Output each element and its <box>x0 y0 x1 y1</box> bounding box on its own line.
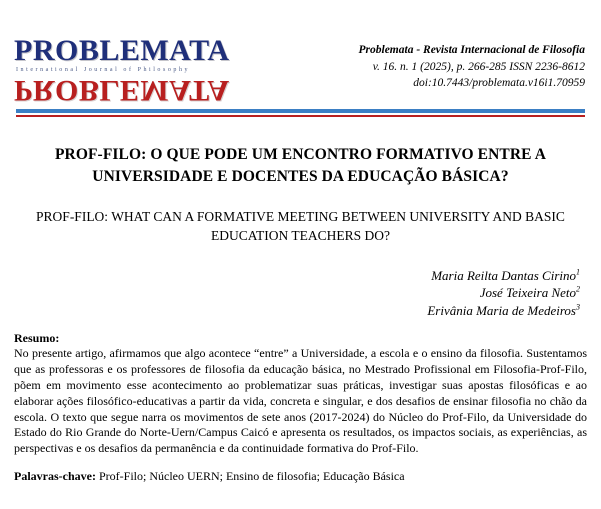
article-title-portuguese: PROF-FILO: O QUE PODE UM ENCONTRO FORMATIVO ENTRE A UNIVERSIDADE E DOCENTES DA EDUCAÇÃO BÁSICA? <box>54 145 547 185</box>
journal-masthead <box>14 0 587 105</box>
author-affiliation-marker[interactable]: 2 <box>576 285 580 295</box>
journal-citation-block <box>229 36 587 92</box>
keywords-section <box>14 469 587 485</box>
journal-doi[interactable]: doi:10.7443/problemata.v16i1.70959 <box>413 77 585 90</box>
author-name: Erivânia Maria de Medeiros <box>427 303 576 319</box>
journal-issue-pages-issn: v. 16. n. 1 (2025), p. 266-285 ISSN 2236-8612 <box>372 60 585 73</box>
author-list <box>14 267 587 320</box>
author-entry <box>14 302 580 320</box>
masthead-divider <box>14 109 587 117</box>
journal-logo-wordmark-mirrored: PROBLEMATA <box>14 74 230 107</box>
author-affiliation-marker[interactable]: 1 <box>576 267 580 277</box>
abstract-text: No presente artigo, afirmamos que algo acontece “entre” a Universidade, a escola e o ensino da filosofia. Sustentamos que as professoras e os professores de filosofia da educação básica, no Mestrado Profissional em Filosofia-Prof-Filo, põem em movimento esse acontecimento ao problematizar suas práticas, investigar suas apostas filosóficas e ao elaborar ações filosófico-educativas a partir da vida, concreta e singular, e dos desafios de ensinar filosofia no chão da escola. O texto que segue narra os movimentos de sete anos (2017-2024) do Núcleo do Prof-Filo, da Universidade do Estado do Rio Grande do Norte-Uern/Campus Caicó e apresenta os resultados, os impactos sociais, as experiências, as perspectivas e os desafios da permanência e da continuidade formativa do Prof-Filo. <box>14 346 587 456</box>
journal-logo-tagline: International Journal of Philosophy <box>16 67 191 73</box>
keywords-text: Prof-Filo; Núcleo UERN; Ensino de filosofia; Educação Básica <box>98 469 405 484</box>
journal-logo <box>14 36 229 105</box>
author-entry <box>14 284 580 302</box>
author-name: José Teixeira Neto <box>479 285 576 301</box>
journal-name: Problemata - Revista Internacional de Filosofia <box>358 44 585 56</box>
author-name: Maria Reilta Dantas Cirino <box>431 267 576 283</box>
author-affiliation-marker[interactable]: 3 <box>576 302 580 312</box>
journal-logo-wordmark: PROBLEMATA <box>14 34 230 67</box>
keywords-label: Palavras-chave: <box>14 469 96 484</box>
author-entry <box>14 267 580 285</box>
divider-red-line <box>16 115 585 117</box>
article-title-english: PROF-FILO: WHAT CAN A FORMATIVE MEETING BETWEEN UNIVERSITY AND BASIC EDUCATION TEACHERS DO? <box>36 208 565 243</box>
divider-blue-bar <box>16 109 585 113</box>
abstract-label: Resumo: <box>14 330 60 345</box>
